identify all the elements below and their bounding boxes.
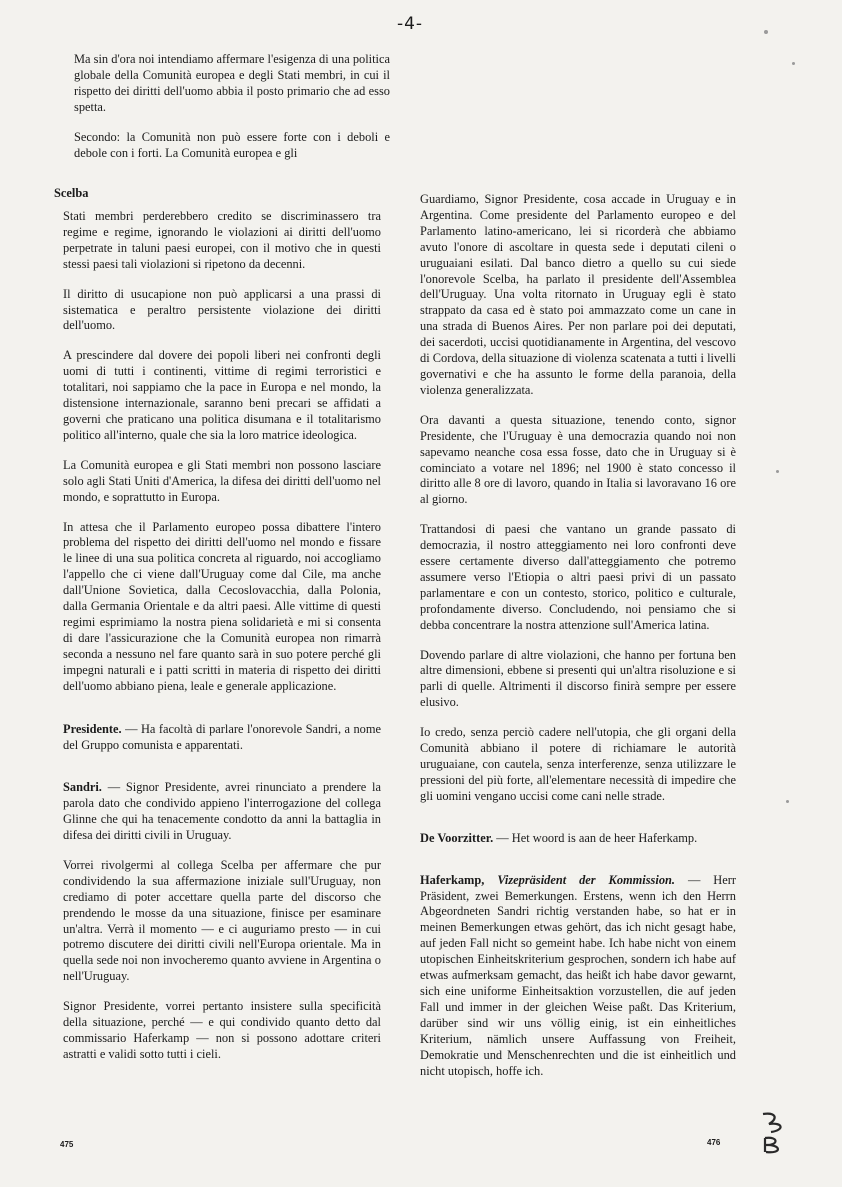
intervention-text: — Ha facoltà di parlare l'onorevole Sandri, a nome del Gruppo comunista e apparentati. [63,722,382,753]
paragraph: In attesa che il Parlamento europeo possa dibattere l'intero problema del rispetto dei diritti dell'uomo nel mondo e fissare le linee di una sua politica concreta al riguardo, noi accogliamo l'appello che ci viene dall'Uruguay come dal Cile, ma anche dall'Unione Sovietica, dalla Cecoslovacchia, dalla Polonia, dalla Germania Orientale e da altri paesi. Alle vittime di questi regimi esprimiamo la nostra piena solidarietà e mi si consenta di dare l'assicurazione che la Comunità europea non rimarrà seconda a nessuno nel fare quanto sarà in suo potere perché gli impegni naturali e i patti scritti in materia di rispetto dei diritti dell'uomo abbiano piena, leale e generale applicazione. [63,519,381,693]
intervention-text: — Signor Presidente, avrei rinunciato a prendere la parola dato che condivido appieno l'interrogazione del collega Glinne che qui ha tenacemente condotto da anni la battaglia in difesa dei diritti civili in Uruguay. [63,780,381,842]
speaker-name: De Voorzitter. [420,830,494,845]
scan-speck [792,62,795,65]
paragraph: Guardiamo, Signor Presidente, cosa accade in Uruguay e in Argentina. Come presidente del Parlamento europeo e del Parlamento latino-americano, lei si ricorderà che abbiamo avuto l'onore di ascoltare in questa sede i deputati cileni o uruguaiani esilati. Dal banco dietro a quello su cui siede l'onorevole Scelba, ha parlato il presidente dell'Assemblea dell'Uruguay. Una volta ritornato in Uruguay egli è stato strappato da casa ed è stato poi ammazzato come un cane in una strada di Buenos Aires. Per non parlare poi dei deputati, dei sacerdoti, uccisi quotidianamente in Argentina, del vescovo di Cordova, della situazione di violenza scatenata a tutti i livelli governativi e che ha assunto le forme della paranoia, della violenza generalizzata. [420,192,736,397]
paragraph: Dovendo parlare di altre violazioni, che hanno per fortuna ben altre dimensioni, ebbene si presenti qui un'altra risoluzione e si parli di quelle. Altrimenti il discorso finirà sempre per essere elusivo. [420,647,736,710]
intervention-haferkamp [420,873,736,1080]
right-column [420,192,736,1093]
folio-left: 475 [60,1140,74,1149]
left-column [54,186,382,1077]
paragraph: Signor Presidente, vorrei pertanto insistere sulla specificità della situazione, perché — e qui condivido quanto detto dal commissario Haferkamp — non si possono adottare criteri astratti e validi sotto tutti i cieli. [63,999,381,1061]
intervention-text: — Herr Präsident, zwei Bemerkungen. Erstens, wenn ich den Herrn Abgeordneten Sandri richtig verstanden habe, so hat er in meinen Bemerkungen etwas gehört, das ich nicht gesagt habe, auf jeden Fall nicht so gemeint habe. Ich habe nicht von einem utopischen Einheitskriterium gesprochen, sondern ich habe auf etwas aufmerksam gemacht, das heißt ich habe davor gewarnt, sich eine uniforme Einheitsaktion vorzustellen, die auf jeden Fall und immer in der gleichen Weise paßt. Das Kriterium, darüber sind wir uns völlig einig, ist ein einheitliches Kriterium, nämlich unsere Auffassung von Freiheit, Demokratie und Menschenrechten und die ist einheitlich und nicht utopisch, hoffe ich. [420,872,736,1078]
handwritten-annotation-icon [757,1108,793,1156]
intervention-presidente [63,722,381,754]
paragraph: La Comunità europea e gli Stati membri non possono lasciare solo agli Stati Uniti d'America, la difesa dei diritti dell'uomo nel mondo, e soprattutto in Europa. [63,457,381,504]
intervention-sandri [63,780,381,844]
paragraph: Io credo, senza perciò cadere nell'utopia, che gli organi della Comunità abbiano il potere di richiamare le autorità uruguaiane, con cautela, senza interferenze, senza utilizzare le pressioni del più forte, all'elementare necessità di impedire che gli uomini vengano uccisi come cani nelle strade. [420,725,736,803]
speaker-role: Vizepräsident der Kommission. [497,872,676,887]
scan-speck [786,800,789,803]
folio-right: 476 [707,1138,721,1147]
page-marker: -4- [396,14,424,34]
speaker-name: Haferkamp, [420,872,485,887]
left-top-block [74,52,390,165]
scan-speck [764,30,768,34]
paragraph: Ma sin d'ora noi intendiamo affermare l'esigenza di una politica globale della Comunità europea e degli Stati membri, in cui il rispetto dei diritti dell'uomo abbia il posto primario che ad esso spetta. [74,52,390,114]
intervention-text: — Het woord is aan de heer Haferkamp. [496,830,698,845]
paragraph: Il diritto di usucapione non può applicarsi a una prassi di sistematica e peraltro persistente violazione dei diritti dell'uomo. [63,286,381,333]
paragraph: A prescindere dal dovere dei popoli liberi nei confronti degli uomi di tutti i continenti, vittime di regimi terroristici e totalitari, noi sappiamo che la pace in Europa e nel mondo, la distensione internazionale, saranno beni precari se affidati a governi che praticano una politica disumana e il totalitarismo politico all'interno, quale che sia la loro matrice ideologica. [63,348,381,442]
paragraph: Vorrei rivolgermi al collega Scelba per affermare che pur condividendo la sua affermazione iniziale sull'Uruguay, non crediamo di poter accettare quella parte del discorso che prendendo le mosse da una situazione, finisce per esaminare un'altra. Verrà il momento — e ci auguriamo presto — in cui potremo discutere dei diritti civili nell'Europa orientale. Ma in quella sede noi non invocheremo quanto avviene in Argentina o nell'Uruguay. [63,857,381,984]
paragraph: Secondo: la Comunità non può essere forte con i deboli e debole con i forti. La Comunità europea e gli [74,129,390,160]
intervention-voorzitter [420,831,736,847]
paragraph: Trattandosi di paesi che vantano un grande passato di democrazia, il nostro atteggiamento nei loro confronti deve essere certamente diverso dall'atteggiamento che potremo assumere verso l'Etiopia o altri paesi privi di un passato parlamentare e con un contesto, storico, politico e culturale, profondamente diverso. Concludendo, noi pensiamo che si debba concentrare la nostra attenzione sull'America latina. [420,522,736,632]
speaker-name: Presidente. [63,722,122,737]
paragraph: Ora davanti a questa situazione, tenendo conto, signor Presidente, che l'Uruguay è una democrazia quando noi non sapevamo neanche cosa essa fosse, dato che in Uruguay si è cominciato a votare nel 1896; nel 1900 è stato concesso il diritto alle 8 ore di lavoro, quando in Italia si lavoravano 16 ore al giorno. [420,412,736,507]
speaker-name: Sandri. [63,780,102,795]
scan-speck [776,470,779,473]
speaker-tag-scelba: Scelba [54,186,89,200]
paragraph: Stati membri perderebbero credito se discriminassero tra regime e regime, ignorando le violazioni ai diritti dell'uomo perpetrate in taluni paesi europei, con il motivo che in questi stessi paesi tali violazioni si ripetono da decenni. [63,209,381,271]
